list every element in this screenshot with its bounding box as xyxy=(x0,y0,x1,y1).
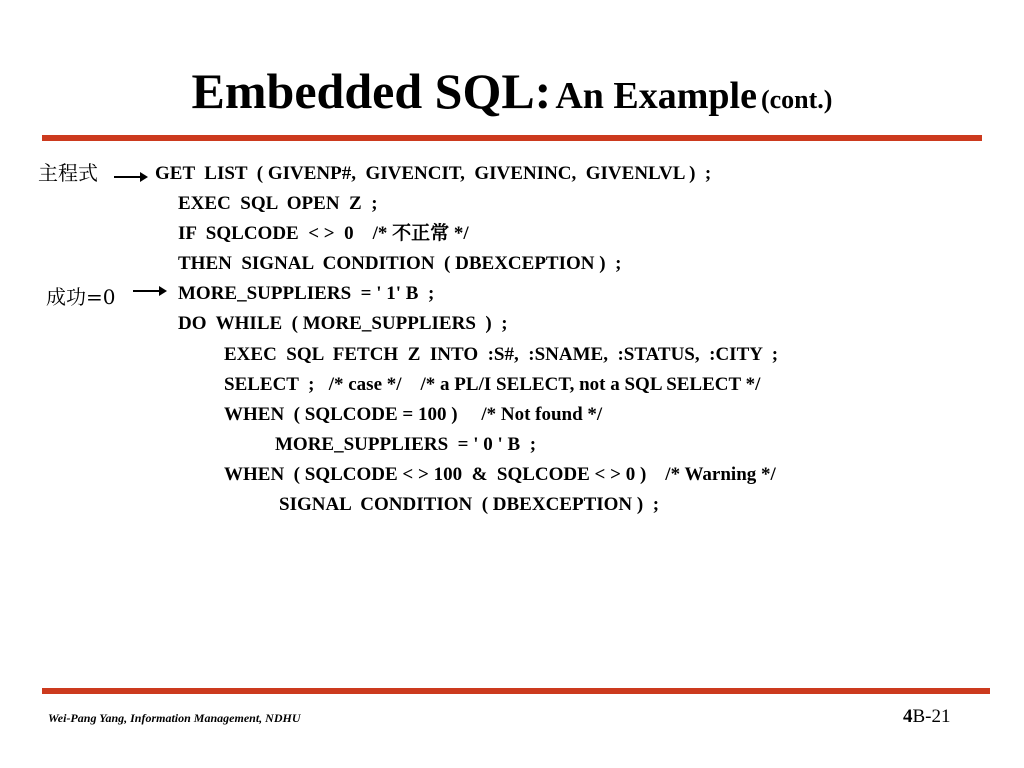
label-success: 成功=0 xyxy=(46,285,116,309)
code-line: SIGNAL CONDITION ( DBEXCEPTION ) ; xyxy=(279,494,660,515)
bottom-rule xyxy=(42,688,990,694)
code-line: MORE_SUPPLIERS = ' 0 ' B ; xyxy=(275,434,537,455)
title-cont: (cont.) xyxy=(760,85,833,114)
code-line: WHEN ( SQLCODE = 100 ) /* Not found */ xyxy=(224,404,603,425)
label-main-program: 主程式 xyxy=(38,161,98,185)
code-line: EXEC SQL OPEN Z ; xyxy=(178,193,378,214)
code-line: THEN SIGNAL CONDITION ( DBEXCEPTION ) ; xyxy=(178,253,622,274)
code-line: GET LIST ( GIVENP#, GIVENCIT, GIVENINC, GIVENLVL ) ; xyxy=(155,163,712,184)
code-line: MORE_SUPPLIERS = ' 1' B ; xyxy=(178,283,435,304)
footer-author: Wei-Pang Yang, Information Management, NDHU xyxy=(48,711,301,725)
code-line: DO WHILE ( MORE_SUPPLIERS ) ; xyxy=(178,313,508,334)
page-number-bold: 4 xyxy=(903,706,913,727)
page-number xyxy=(903,706,951,728)
code-line: WHEN ( SQLCODE < > 100 & SQLCODE < > 0 ) /* Warning */ xyxy=(224,464,776,485)
title-subtitle: An Example xyxy=(555,75,757,117)
title-main: Embedded SQL: xyxy=(191,63,552,119)
code-line: SELECT ; /* case */ /* a PL/I SELECT, not a SQL SELECT */ xyxy=(224,374,761,395)
top-rule xyxy=(42,135,982,141)
code-line: EXEC SQL FETCH Z INTO :S#, :SNAME, :STATUS, :CITY ; xyxy=(224,344,779,365)
page-number-rest: B-21 xyxy=(912,706,951,727)
arrow-right-icon xyxy=(132,282,168,296)
code-line: IF SQLCODE < > 0 /* 不正常 */ xyxy=(178,223,469,244)
slide-title xyxy=(0,63,1024,119)
arrow-right-icon xyxy=(113,168,149,182)
